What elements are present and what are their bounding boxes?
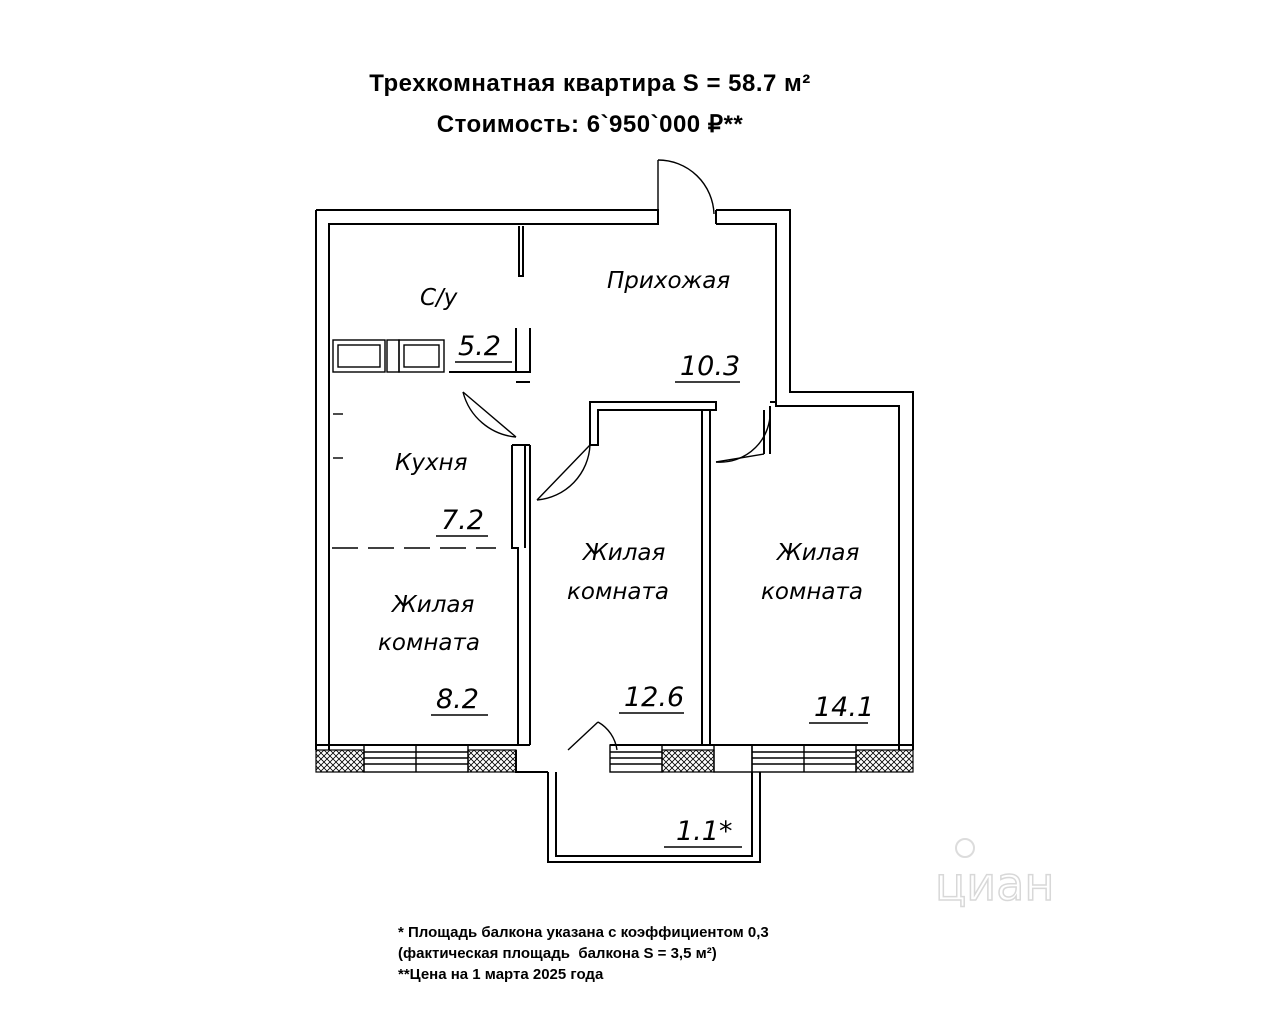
room-left-area: 8.2 bbox=[436, 684, 479, 715]
room-right-area: 14.1 bbox=[814, 692, 875, 723]
room-middle-area: 12.6 bbox=[624, 682, 685, 713]
hallway-name: Прихожая bbox=[607, 268, 731, 294]
watermark-pin-icon bbox=[956, 839, 974, 857]
plan-title: Трехкомнатная квартира S = 58.7 м² bbox=[369, 70, 811, 97]
hallway-area: 10.3 bbox=[680, 351, 741, 382]
balcony-area: 1.1* bbox=[676, 816, 733, 847]
south-wall bbox=[316, 745, 913, 772]
footnotes bbox=[398, 922, 769, 985]
price-label: Стоимость: 6`950`000 ₽** bbox=[436, 111, 744, 138]
interior-walls bbox=[332, 226, 776, 745]
kitchen-area: 7.2 bbox=[441, 505, 484, 536]
room-middle-name-line1: Жилая bbox=[583, 540, 666, 566]
footnote-balcony-actual-area: (фактическая площадь балкона S = 3,5 м²) bbox=[398, 945, 717, 962]
room-left-name-line1: Жилая bbox=[392, 592, 475, 618]
entrance-door bbox=[658, 160, 714, 214]
bathroom-area: 5.2 bbox=[458, 331, 501, 362]
bathroom-fixtures bbox=[333, 340, 444, 372]
interior-doors bbox=[463, 392, 770, 750]
footnote-balcony-coefficient: * Площадь балкона указана с коэффициентом 0,3 bbox=[398, 924, 769, 941]
room-right-name-line1: Жилая bbox=[777, 540, 860, 566]
bathroom-name: С/у bbox=[420, 285, 458, 311]
room-middle-name-line2: комната bbox=[567, 579, 669, 605]
kitchen-name: Кухня bbox=[395, 450, 468, 476]
room-left-name-line2: комната bbox=[378, 630, 480, 656]
watermark bbox=[935, 839, 1054, 911]
room-labels bbox=[378, 268, 874, 847]
footnote-price-date: **Цена на 1 марта 2025 года bbox=[398, 966, 604, 983]
watermark-text: циан bbox=[935, 857, 1055, 911]
room-right-name-line2: комната bbox=[761, 579, 863, 605]
